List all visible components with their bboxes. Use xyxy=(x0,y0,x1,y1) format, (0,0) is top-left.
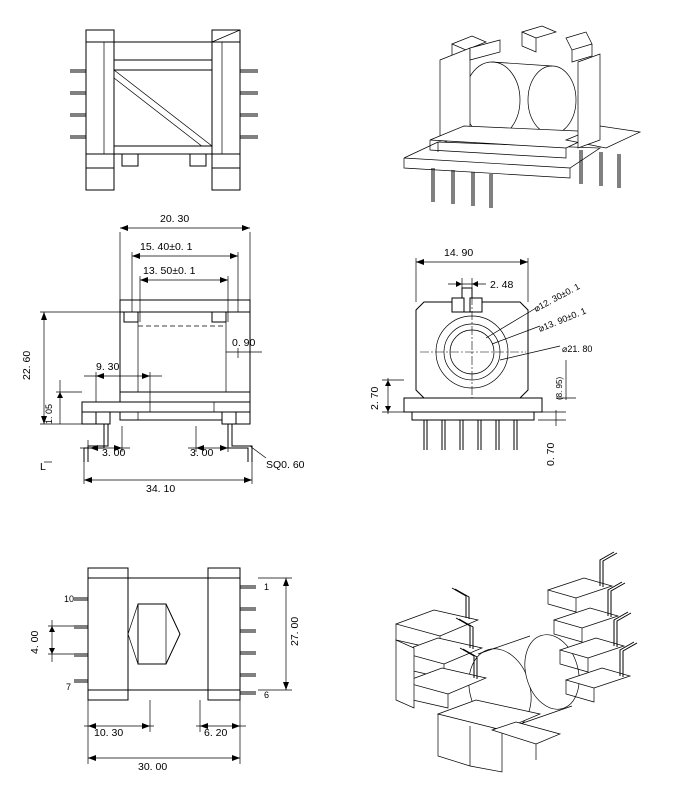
dim-outer-dia: ⌀21. 80 xyxy=(562,344,593,354)
view-middle-left-side xyxy=(21,213,305,495)
dim-pin-plate: 0. 70 xyxy=(545,442,557,466)
dim-left-block: 10. 30 xyxy=(94,727,124,739)
view-bottom-right-isometric xyxy=(396,552,637,772)
dim-bore-small: ⌀12. 30±0. 1 xyxy=(532,281,582,314)
dim-pin-section: SQ0. 60 xyxy=(266,459,305,471)
label-pin-10: 10 xyxy=(64,594,75,604)
label-pin-6: 6 xyxy=(264,690,270,700)
dim-foot-span: 9. 30 xyxy=(96,361,120,373)
label-pin-1: 1 xyxy=(264,582,270,592)
dim-right-block: 6. 20 xyxy=(204,727,228,739)
label-pin-7: 7 xyxy=(66,682,72,692)
dim-overall-width: 20. 30 xyxy=(160,213,190,225)
dim-winding-width-tol: 13. 50±0. 1 xyxy=(143,265,196,277)
dim-pin-left-offset: 3. 00 xyxy=(102,447,126,459)
dim-bore-large: ⌀13. 90±0. 1 xyxy=(537,305,588,334)
dim-foot-height: 1. 05 xyxy=(44,403,54,424)
label-lead-L: L xyxy=(40,461,46,473)
dim-total-length: 34. 10 xyxy=(146,483,176,495)
dim-ref-height: (8. 95) xyxy=(555,376,564,400)
view-top-right-isometric xyxy=(404,26,640,208)
dim-total-height: 27. 00 xyxy=(289,616,301,646)
dim-flange-thickness: 0. 90 xyxy=(232,337,256,349)
dim-slot-width: 2. 48 xyxy=(490,279,514,291)
dim-base-height: 2. 70 xyxy=(369,386,381,410)
view-bottom-left-bottom xyxy=(29,568,301,773)
view-middle-right-end xyxy=(369,247,592,466)
dim-inner-width-tol: 15. 40±0. 1 xyxy=(140,241,193,253)
dim-end-overall-width: 14. 90 xyxy=(444,247,474,259)
dim-height: 22. 60 xyxy=(21,350,33,380)
view-top-left-front xyxy=(70,30,258,190)
dim-pin-right-offset: 3. 00 xyxy=(190,447,214,459)
dim-pin-pitch: 4. 00 xyxy=(29,630,41,654)
dim-bottom-total-width: 30. 00 xyxy=(138,761,168,773)
